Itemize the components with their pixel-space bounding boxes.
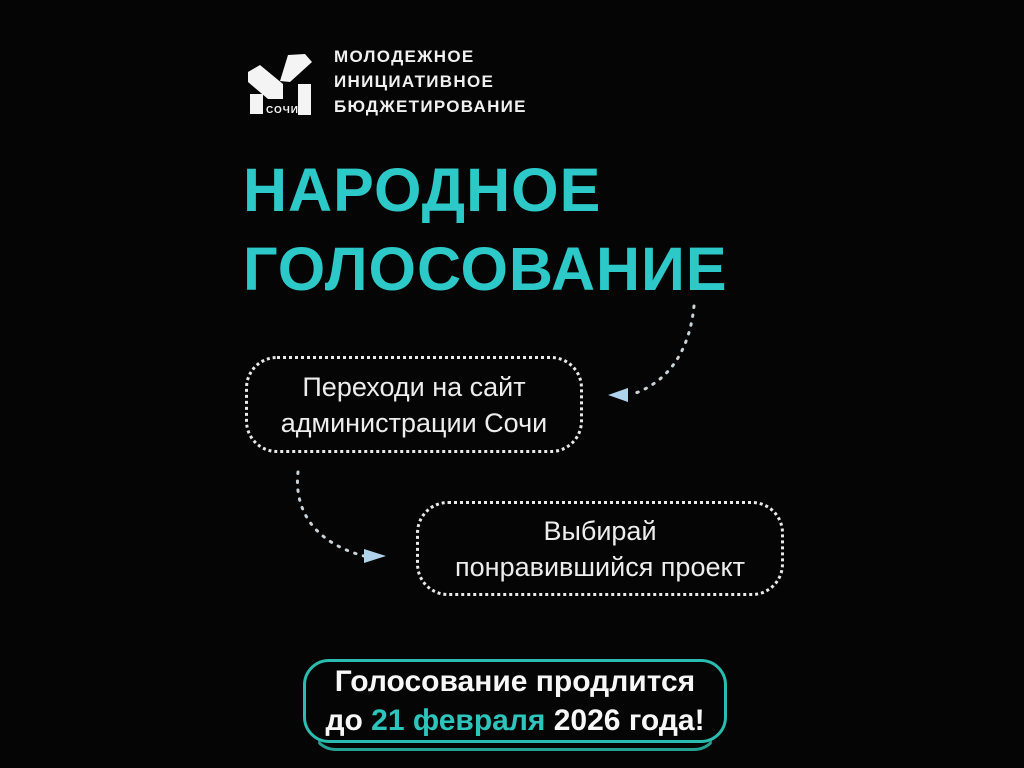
logo-wordmark — [334, 44, 527, 119]
step-box-choose-project — [416, 501, 784, 596]
page-title-line-2: ГОЛОСОВАНИЕ — [243, 235, 728, 303]
deadline-line-1: Голосование продлится — [334, 665, 696, 698]
step2-line-2: понравившийся проект — [455, 551, 745, 582]
mib-sochi-logo-icon — [240, 52, 318, 118]
logo-wordmark-line-2: ИНИЦИАТИВНОЕ — [334, 72, 495, 91]
deadline-prefix: до — [325, 704, 372, 737]
voting-deadline-banner — [303, 659, 727, 743]
page-title — [243, 151, 728, 309]
logo-wordmark-line-3: БЮДЖЕТИРОВАНИЕ — [334, 97, 527, 116]
page-title-line-1: НАРОДНОЕ — [243, 156, 602, 224]
deadline-suffix: 2026 года! — [545, 704, 705, 737]
logo-city-label: СОЧИ — [266, 105, 299, 116]
step1-line-1: Переходи на сайт — [302, 371, 526, 402]
arrow-curve-right-icon — [286, 466, 398, 568]
deadline-line-2 — [325, 701, 704, 740]
step2-line-1: Выбирай — [543, 515, 657, 546]
logo-wordmark-line-1: МОЛОДЕЖНОЕ — [334, 47, 475, 66]
step-box-go-to-site — [245, 356, 583, 453]
arrow-curve-left-icon — [598, 298, 703, 410]
deadline-date: 21 февраля — [371, 704, 546, 737]
step1-line-2: администрации Сочи — [280, 407, 548, 438]
